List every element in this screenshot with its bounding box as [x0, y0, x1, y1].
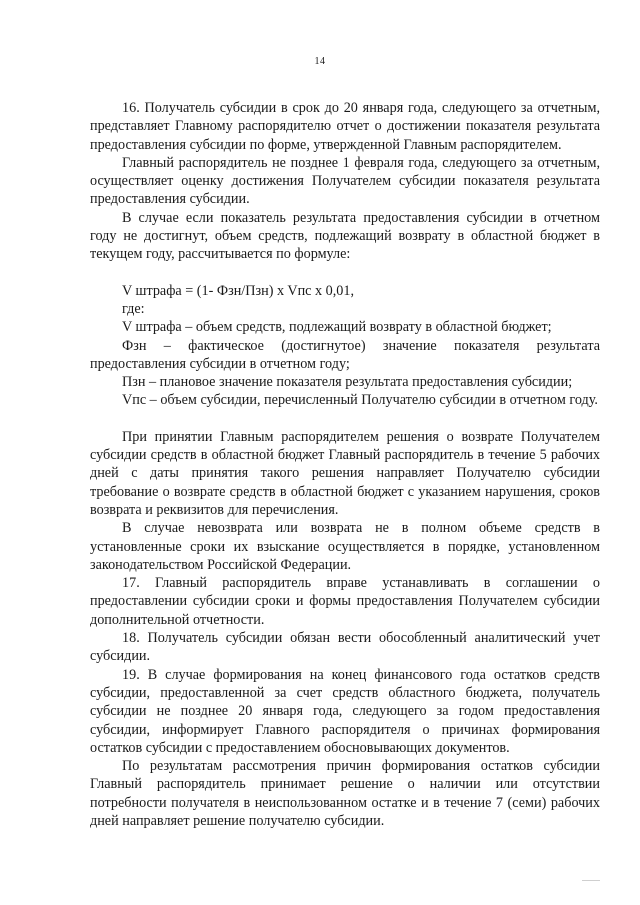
page-number: 14 [314, 56, 326, 67]
document-body [90, 99, 600, 830]
formula-def-fzn: Фзн – фактическое (достигнутое) значение показателя результата предоставления субсидии в отчетном году; [90, 337, 600, 372]
formula-def-vps: Vпс – объем субсидии, перечисленный Получателю субсидии в отчетном году. [122, 392, 598, 409]
paragraph-17: 17. Главный распорядитель вправе устанавливать в соглашении о предоставлении субсидии сроки и формы предоставления Получателем субсидии дополнительной отчетности. [90, 575, 600, 628]
paragraph-review-results: По результатам рассмотрения причин формирования остатков субсидии Главный распорядитель принимает решение о наличии или отсутствии потребности получателя в неиспользованном остатке и в течение 7 (семи) рабочих дней направляет решение получателю субсидии. [90, 758, 600, 829]
paragraph-non-return: В случае невозврата или возврата не в полном объеме средств в установленные сроки их взыскание осуществляется в порядке, установленном законодательством Российской Федерации. [90, 520, 600, 573]
paragraph-formula-intro: В случае если показатель результата предоставления субсидии в отчетном году не достигнут, объем средств, подлежащий возврату в областной бюджет в текущем году, рассчитывается по формуле: [90, 209, 600, 263]
formula: V штрафа = (1- Фзн/Пзн) x Vпс x 0,01, [122, 282, 355, 299]
paragraph-evaluation: Главный распорядитель не позднее 1 февраля года, следующего за отчетным, осуществляет оценку достижения Получателем субсидии показателя результата предоставления субсидии. [90, 154, 600, 208]
margin-mark [582, 880, 600, 881]
formula-where: где: [122, 300, 145, 317]
formula-def-pzn: Пзн – плановое значение показателя результата предоставления субсидии; [122, 374, 573, 391]
paragraph-18: 18. Получатель субсидии обязан вести обособленный аналитический учет субсидии. [90, 630, 600, 665]
formula-def-v-penalty: V штрафа – объем средств, подлежащий возврату в областной бюджет; [122, 319, 552, 336]
paragraph-return-decision: При принятии Главным распорядителем решения о возврате Получателем субсидии средств в областной бюджет Главный распорядитель в течение 5 рабочих дней с даты принятия такого решения направляет Получателю субсидии требование о возврате средств в областной бюджет с указанием нарушения, сроков возврата и реквизитов для перечисления. [90, 428, 600, 518]
paragraph-19: 19. В случае формирования на конец финансового года остатков средств субсидии, предоставленной за счет средств областного бюджета, получатель субсидии не позднее 20 января года, следующего за годом предоставления субсидии, информирует Главного распорядителя о причинах формирования остатков субсидии с предоставлением обосновывающих документов. [90, 666, 600, 756]
paragraph-16: 16. Получатель субсидии в срок до 20 января года, следующего за отчетным, представляет Главному распорядителю отчет о достижении показателя результата предоставления субсидии по форме, утвержденной Главным распорядителем. [90, 100, 600, 153]
